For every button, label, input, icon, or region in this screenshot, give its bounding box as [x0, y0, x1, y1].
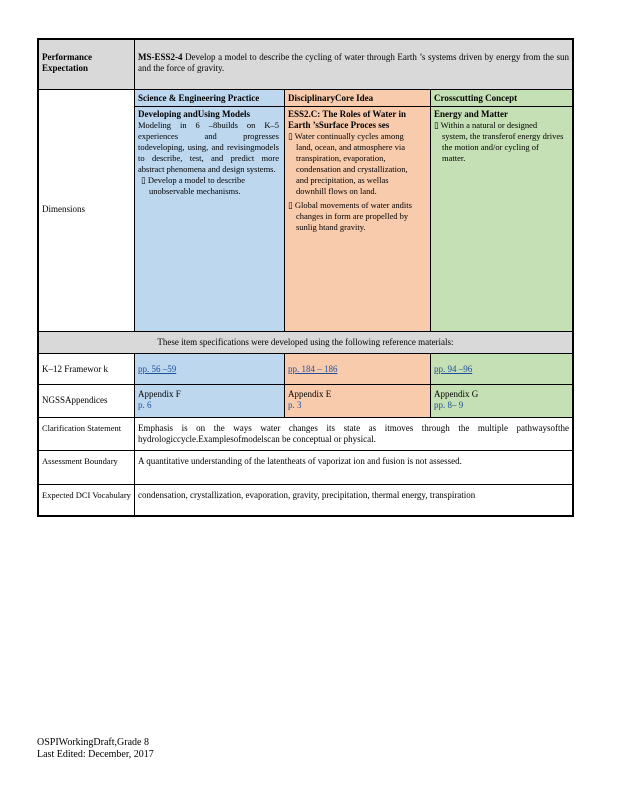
dci-bullet-1: [285, 131, 430, 197]
ngss-dci-cell: [284, 385, 430, 417]
footer-line-1: OSPIWorkingDraft,Grade 8: [37, 737, 149, 748]
ngss-row: [39, 384, 572, 417]
ccc-title: Energy and Matter: [434, 109, 508, 119]
boundary-text: A quantitative understanding of the latentheats of vaporizat ion and fusion is not assessed.: [134, 451, 572, 484]
sep-title: Developing andUsing Models: [138, 109, 251, 119]
framework-sep-link[interactable]: pp. 56 –59: [138, 364, 177, 374]
dci-bullet-1-text: Water continually cycles among land, ocean, and atmosphere via transpiration, evaporation, condensation and crystallization, and precipitation, as wellas downhill flows on land.: [294, 131, 408, 196]
framework-ccc-cell: [430, 354, 572, 384]
ccc-bullet: [431, 120, 572, 164]
footer-line-2: Last Edited: December, 2017: [37, 749, 154, 760]
bullet-icon: ▯: [434, 120, 439, 130]
framework-ccc-link[interactable]: pp. 94 –96: [434, 364, 473, 374]
ngss-dci-appendix: Appendix E: [288, 389, 332, 399]
performance-expectation-row: [39, 40, 572, 89]
specification-table: [37, 38, 574, 517]
reference-note: These item specifications were developed using the following reference materials:: [157, 337, 454, 347]
dimensions-label: Dimensions: [42, 204, 86, 214]
vocabulary-row: [39, 484, 572, 515]
framework-dci-cell: [284, 354, 430, 384]
ngss-ccc-appendix: Appendix G: [434, 389, 479, 399]
ngss-sep-page[interactable]: p. 6: [138, 400, 152, 410]
clarification-text: Emphasis is on the ways water changes its state as itmoves through the multiple pathwaysofthe hydrologiccycle.Examplesofmodelscan be conceptual or physical.: [134, 418, 572, 450]
bullet-icon: ▯: [141, 175, 146, 185]
ngss-ccc-cell: [430, 385, 572, 417]
pe-code: MS-ESS2-4: [138, 52, 183, 62]
dci-bullet-2: [285, 197, 430, 233]
sep-bullet-text: Develop a model to describe unobservable mechanisms.: [147, 175, 246, 196]
sep-bullet: [135, 175, 284, 197]
framework-dci-link[interactable]: pp. 184 – 186: [288, 364, 338, 374]
framework-row: [39, 353, 572, 384]
clarification-row: [39, 417, 572, 450]
bullet-icon: ▯: [288, 200, 293, 210]
bullet-icon: ▯: [288, 131, 293, 141]
ngss-ccc-page[interactable]: pp. 8– 9: [434, 400, 464, 410]
dci-bullet-2-text: Global movements of water andits changes in form are propelled by sunlig htand gravity.: [294, 200, 412, 232]
boundary-row: [39, 450, 572, 484]
vocabulary-label: Expected DCI Vocabulary: [42, 490, 131, 500]
sep-column: [134, 90, 284, 331]
ngss-sep-cell: [134, 385, 284, 417]
dimensions-row: [39, 89, 572, 331]
ccc-bullet-text: Within a natural or designed system, the transferof energy drives the motion and/or cycling of matter.: [440, 120, 564, 163]
ngss-label: NGSSAppendices: [42, 395, 108, 405]
vocabulary-text: condensation, crystallization, evaporation, gravity, precipitation, thermal energy, transpiration: [134, 485, 572, 515]
ngss-sep-appendix: Appendix F: [138, 389, 181, 399]
pe-label: Performance Expectation: [42, 52, 92, 73]
ccc-column: [430, 90, 572, 331]
boundary-label: Assessment Boundary: [42, 456, 118, 466]
sep-body: Modeling in 6 –8builds on K–5 experiences and progresses todeveloping, using, and revisingmodels to describe, test, and predict more abstract phenomena and design systems.: [138, 120, 279, 174]
dci-title: ESS2.C: The Roles of Water in Earth ’sSurface Proces ses: [288, 109, 407, 130]
pe-text: Develop a model to describe the cycling of water through Earth ’s systems driven by energy from the sun and the force of gravity.: [138, 52, 570, 73]
page-footer: [37, 737, 154, 761]
framework-label: K–12 Framewor k: [42, 364, 108, 374]
dci-column: [284, 90, 430, 331]
ngss-dci-page[interactable]: p. 3: [288, 400, 302, 410]
dci-header: DisciplinaryCore Idea: [285, 90, 430, 107]
ccc-header: Crosscutting Concept: [431, 90, 572, 107]
framework-sep-cell: [134, 354, 284, 384]
clarification-label: Clarification Statement: [42, 423, 122, 433]
pe-text-cell: [134, 40, 572, 89]
reference-note-row: [39, 331, 572, 353]
sep-header: Science & Engineering Practice: [135, 90, 284, 107]
